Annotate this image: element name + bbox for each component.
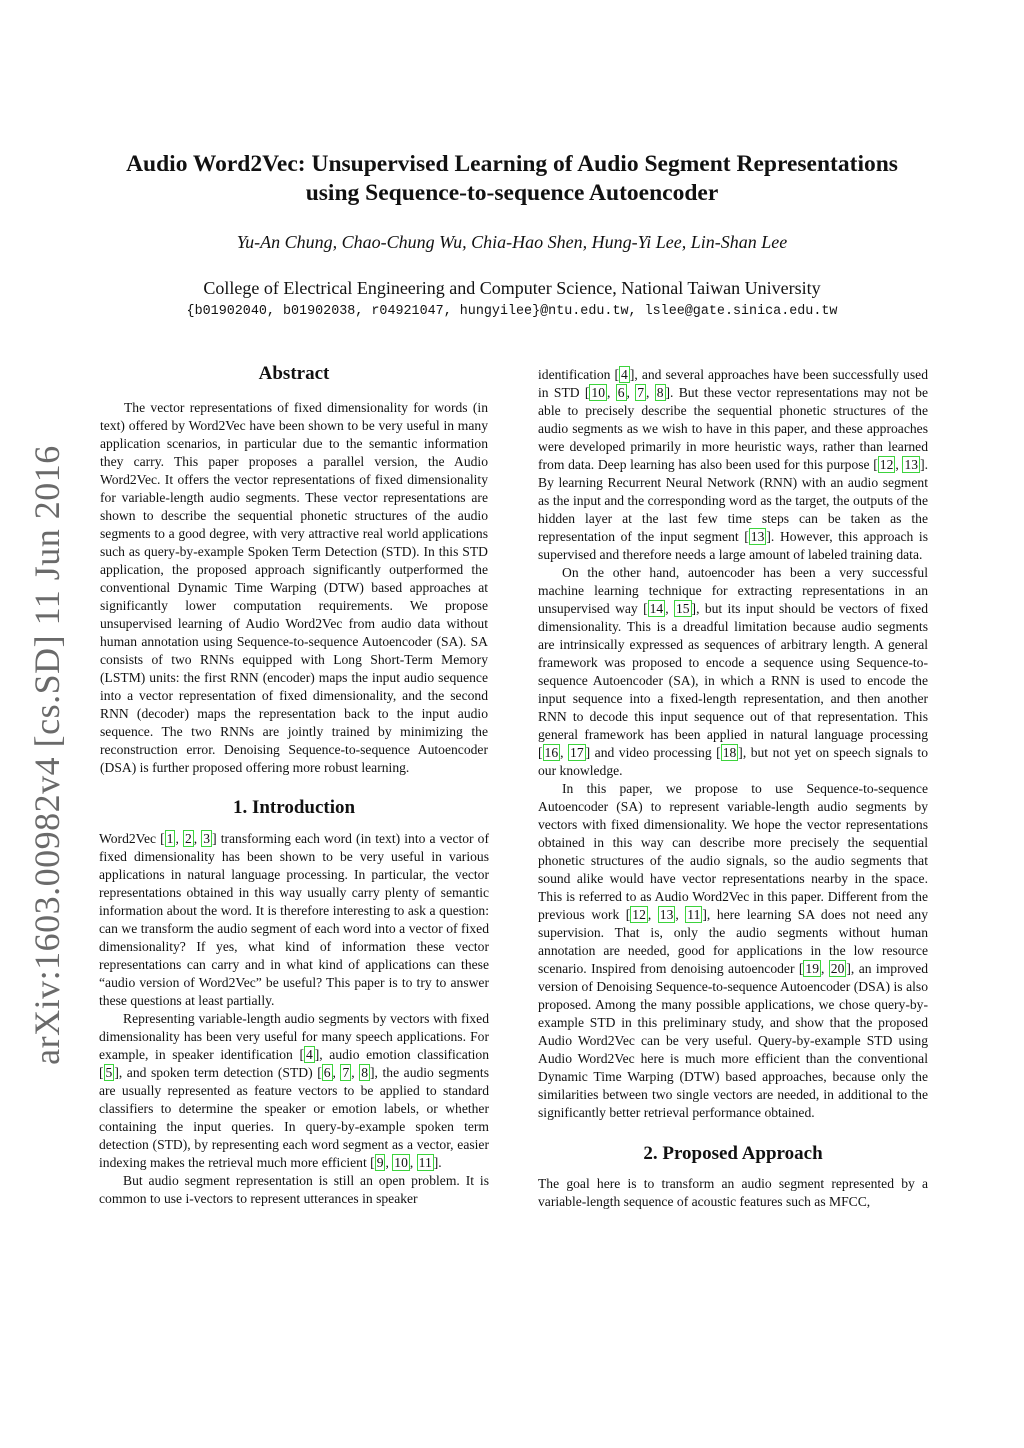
citation-link[interactable]: 1	[166, 831, 174, 846]
citation-link[interactable]: 20	[830, 961, 845, 976]
introduction-heading: 1. Introduction	[232, 797, 356, 818]
abstract-section	[99, 399, 489, 777]
left-column	[99, 362, 489, 1208]
abstract-text: The vector representations of fixed dimensionality for words (in text) offered by Word2Vec have been shown to be very useful in many application scenarios, in particular due to the semantic information they carry. This paper proposes a parallel version, the Audio Word2Vec. It offers the vector representations of fixed dimensionality for variable-length audio segments. These vector representations are shown to describe the sequential phonetic structures of the audio segments to a good degree, with very attractive real world applications such as query-by-example Spoken Term Detection (STD). In this STD application, the proposed approach significantly outperformed the conventional Dynamic Time Warping (DTW) based approaches at significantly lower computation requirements. We propose unsupervised learning of Audio Word2Vec from audio data without human annotation using Sequence-to-sequence Autoencoder (SA). SA consists of two RNNs equipped with Long Short-Term Memory (LSTM) units: the first RNN (encoder) maps the input audio sequence into a vector representation of fixed dimensionality, and the second RNN (decoder) maps the representation back to the input audio sequence. The two RNNs are jointly trained by minimizing the reconstruction error. Denoising Sequence-to-sequence Autoencoder (DSA) is further proposed offering more robust learning.	[100, 400, 488, 775]
citation-link[interactable]: 11	[418, 1155, 432, 1170]
citation-link[interactable]: 17	[570, 745, 584, 760]
abstract-heading: Abstract	[258, 363, 330, 384]
citation-link[interactable]: 9	[376, 1155, 384, 1170]
citation-link[interactable]: 7	[637, 385, 644, 400]
intro-paragraph-4: On the other hand, autoencoder has been a very successful machine learning technique for extracting representations in an unsupervised way [ 14 , 15 ], but its input should be vectors of fixed dimensionality. This is a dreadful limitation because audio segments are intrinsically expressed as sequences of arbitrary length. A general framework was proposed to encode a sequence using Sequence-to-sequence Autoencoder (SA), in which a RNN is used to encode the input sequence into a fixed-length representation, and then another RNN to decode this input sequence out of that representation. This general framework has been applied in natural language processing [ 16 , 17 ] and video processing [ 18 ], but not yet on speech signals to our knowledge.	[538, 565, 929, 778]
paper-title	[80, 150, 944, 208]
citation-link[interactable]: 19	[805, 961, 819, 976]
citation-link[interactable]: 16	[544, 745, 559, 760]
citation-link[interactable]: 10	[591, 385, 605, 400]
citation-link[interactable]: 6	[617, 385, 625, 400]
arxiv-identifier: arXiv:1603.00982v4 [cs.SD] 11 Jun 2016	[27, 445, 68, 1065]
citation-link[interactable]: 13	[904, 457, 919, 472]
citation-link[interactable]: 10	[394, 1155, 408, 1170]
affiliation: College of Electrical Engineering and Computer Science, National Taiwan University	[203, 278, 821, 298]
citation-link[interactable]: 12	[879, 457, 894, 472]
citation-link[interactable]: 12	[632, 907, 646, 922]
author-emails: {b01902040, b01902038, r04921047, hungyilee}@ntu.edu.tw, lslee@gate.sinica.edu.tw	[186, 304, 838, 319]
intro-paragraph-3-continued: identification [ 4 ], and several approaches have been successfully used in STD [ 10 , 6 , 7 , 8 ]. But these vector representations may not be able to precisely describe the sequential phonetic structures of the audio segments as we wish to have in this paper, and these approaches were developed primarily in more heuristic ways, rather than learned from data. Deep learning has also been used for this purpose [ 12 , 13 ]. By learning Recurrent Neural Network (RNN) with an audio segment as the input and the corresponding word as the target, the outputs of the hidden layer at the last few time steps can be taken as the representation of the input segment [ 13 ]. However, this approach is supervised and therefore needs a large amount of labeled training data.	[538, 367, 928, 562]
right-column	[538, 366, 928, 1211]
citation-link[interactable]: 15	[675, 601, 690, 616]
citation-link[interactable]: 4	[305, 1047, 313, 1062]
citation-link[interactable]: 6	[323, 1065, 331, 1080]
citation-link[interactable]: 13	[659, 907, 674, 922]
citation-link[interactable]: 11	[687, 907, 701, 922]
citation-link[interactable]: 3	[203, 831, 211, 846]
paper-title-line-2: using Sequence-to-sequence Autoencoder	[305, 180, 719, 206]
paper-title-line-1: Audio Word2Vec: Unsupervised Learning of Audio Segment Representations	[126, 151, 898, 177]
citation-link[interactable]: 14	[649, 601, 664, 616]
citation-link[interactable]: 7	[342, 1065, 350, 1080]
arxiv-side-stamp	[20, 445, 74, 1065]
proposed-approach-heading: 2. Proposed Approach	[643, 1143, 823, 1164]
citation-link[interactable]: 2	[184, 831, 192, 846]
citation-link[interactable]: 8	[361, 1065, 369, 1080]
intro-paragraph-3: But audio segment representation is still an open problem. It is common to use i-vectors to represent utterances in speaker	[99, 1173, 489, 1206]
citation-link[interactable]: 13	[750, 529, 765, 544]
author-list: Yu-An Chung, Chao-Chung Wu, Chia-Hao Shen, Hung-Yi Lee, Lin-Shan Lee	[236, 232, 788, 252]
intro-paragraph-2: Representing variable-length audio segments by vectors with fixed dimensionality has been very useful for many speech applications. For example, in speaker identification [ 4 ], audio emotion classification [ 5 ], and spoken term detection (STD) [ 6 , 7 , 8 ], the audio segments are usually represented as feature vectors to be applied to standard classifiers to determine the speaker or emotion labels, or whether containing the input queries. In query-by-example spoken term detection (STD), by representing each word segment as a vector, easier indexing makes the retrieval much more efficient [ 9 , 10 , 11 ].	[99, 1011, 490, 1170]
intro-paragraph-5: In this paper, we propose to use Sequence-to-sequence Autoencoder (SA) to represent variable-length audio segments by vectors with fixed dimensionality. We hope the vector representations obtained in this way can describe more precisely the sequential phonetic structures of the audio signals, so the audio segments that sound alike would have vector representations nearby in the space. This is referred to as Audio Word2Vec in this paper. Different from the previous work [ 12 , 13 , 11 ], here learning SA does not need any supervision. That is, only the audio segments without human annotation are needed, good for applications in the low resource scenario. Inspired from denoising autoencoder [ 19 , 20 ], an improved version of Denoising Sequence-to-sequence Autoencoder (DSA) is also proposed. Among the many possible applications, we chose query-by-example STD in this preliminary study, and show that the proposed Audio Word2Vec can be very useful. Query-by-example STD using Audio Word2Vec here is much more efficient than the conventional Dynamic Time Warping (DTW) based approaches, because only the similarities between two single vectors are needed, in additional to the significantly better retrieval performance obtained.	[538, 781, 929, 1120]
citation-link[interactable]: 4	[621, 367, 628, 382]
intro-paragraph-1: Word2Vec [ 1 , 2 , 3 ] transforming each word (in text) into a vector of fixed dimensionality has been shown to be very useful in various applications in natural language processing. In particular, the vector representations obtained in this way usually carry plenty of semantic information about the word. It is therefore interesting to ask a question: can we transform the audio segment of each word into a vector of fixed dimensionality? If yes, what kind of information these vector representations can carry and in what kind of applications can these “audio version of Word2Vec” be useful? This paper is to try to answer these questions at least partially.	[99, 831, 490, 1008]
citation-link[interactable]: 18	[722, 745, 737, 760]
citation-link[interactable]: 5	[105, 1065, 113, 1080]
approach-paragraph-1: The goal here is to transform an audio segment represented by a variable-length sequence of acoustic features such as MFCC,	[538, 1176, 928, 1209]
citation-link[interactable]: 8	[656, 385, 664, 400]
